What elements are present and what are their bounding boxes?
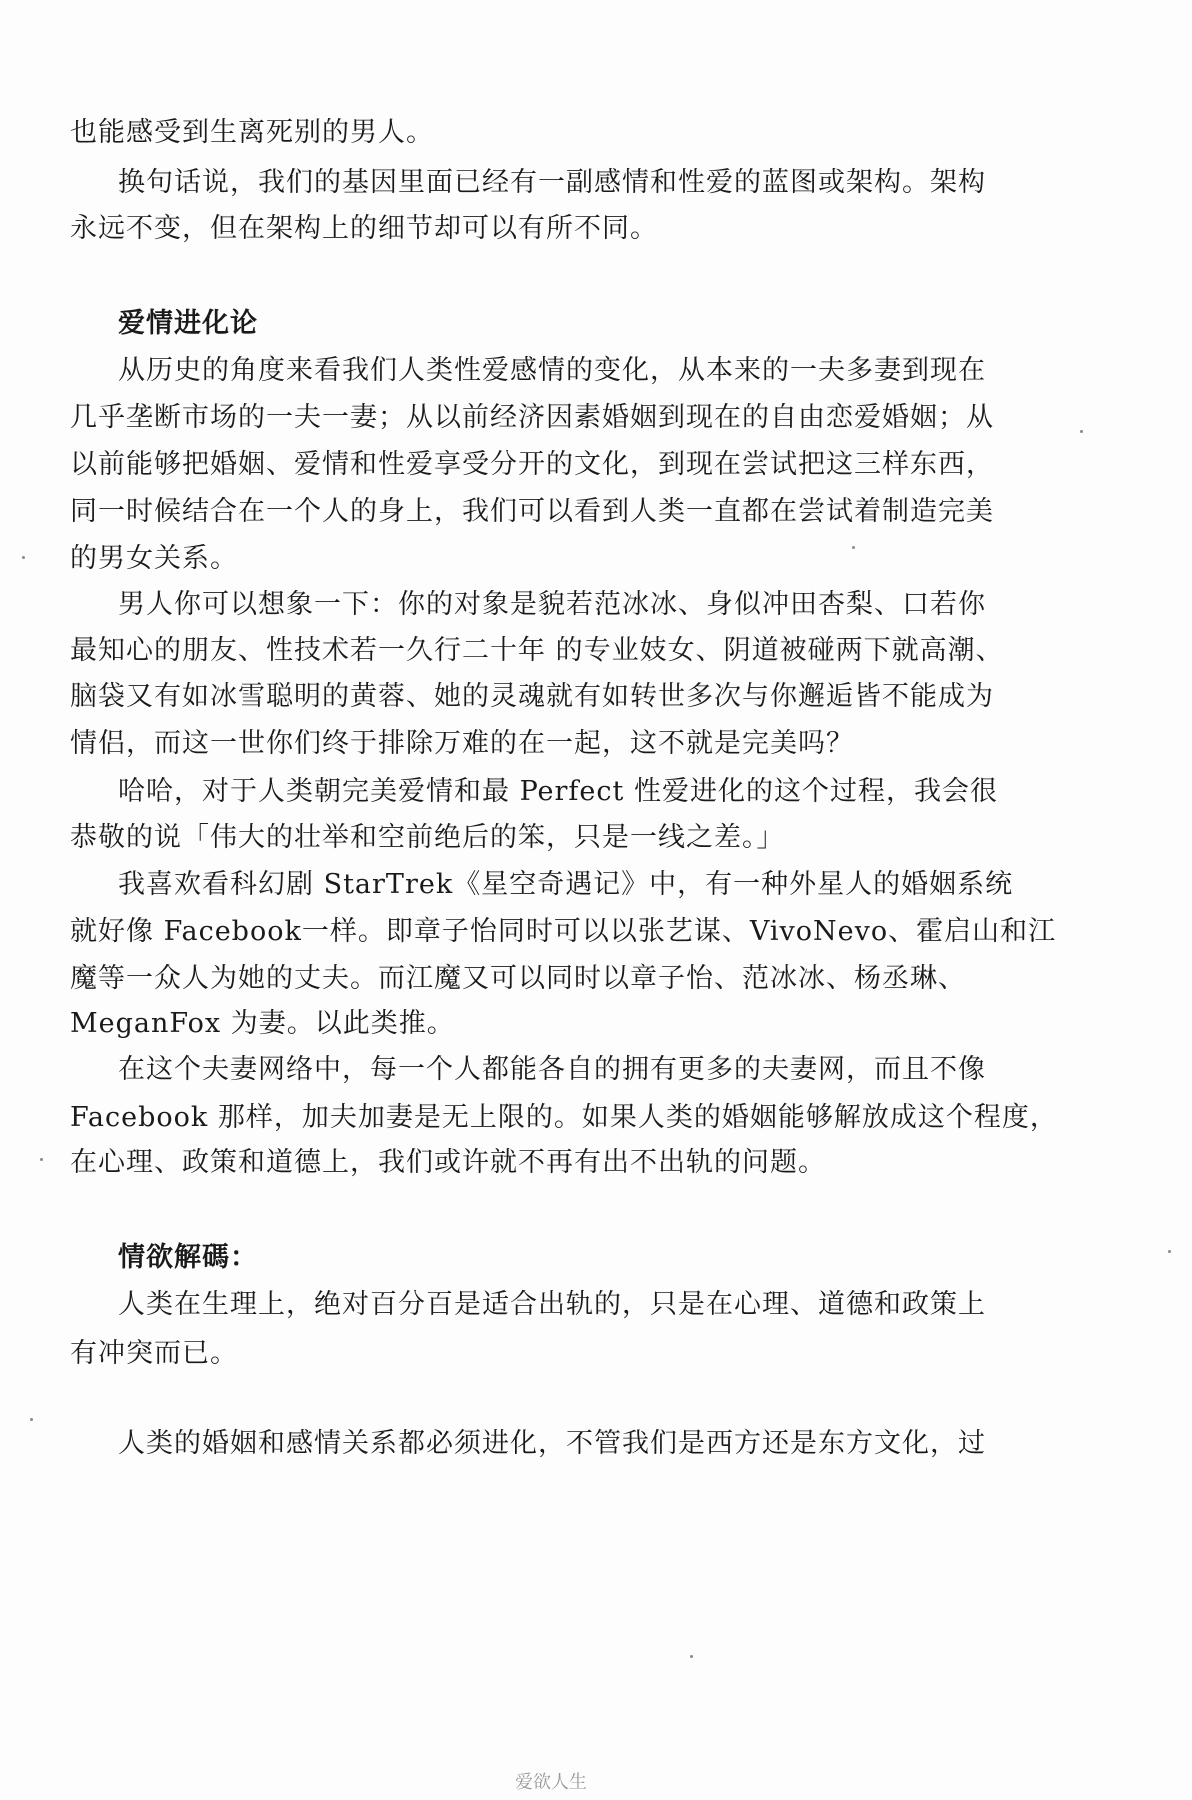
text-line: Facebook 那样，加夫加妻是无上限的。如果人类的婚姻能够解放成这个程度， bbox=[70, 1102, 1058, 1133]
text-line: MeganFox 为妻。以此类推。 bbox=[70, 1008, 455, 1039]
text-line: 就好像 Facebook一样。即章子怡同时可以以张艺谋、VivoNevo、霍启山和江 bbox=[70, 916, 1057, 947]
text-line: 换句话说，我们的基因里面已经有一副感情和性爱的蓝图或架构。架构 bbox=[118, 167, 986, 198]
text-line: 永远不变，但在架构上的细节却可以有所不同。 bbox=[70, 213, 658, 244]
text-line: 脑袋又有如冰雪聪明的黄蓉、她的灵魂就有如转世多次与你邂逅皆不能成为 bbox=[70, 681, 994, 712]
text-line: 魔等一众人为她的丈夫。而江魔又可以同时以章子怡、范冰冰、杨丞琳、 bbox=[70, 963, 966, 994]
text-line: 男人你可以想象一下：你的对象是貌若范冰冰、身似冲田杏梨、口若你 bbox=[118, 589, 986, 620]
page-footer: 爱欲人生 bbox=[515, 1772, 587, 1793]
text-line: 从历史的角度来看我们人类性爱感情的变化，从本来的一夫多妻到现在 bbox=[118, 355, 986, 386]
section-heading: 情欲解碼： bbox=[118, 1242, 258, 1273]
text-line: 的男女关系。 bbox=[70, 543, 238, 574]
scan-speck bbox=[1168, 1250, 1171, 1253]
text-line: 哈哈，对于人类朝完美爱情和最 Perfect 性爱进化的这个过程，我会很 bbox=[118, 776, 998, 807]
text-line: 人类的婚姻和感情关系都必须进化，不管我们是西方还是东方文化，过 bbox=[118, 1428, 986, 1459]
text-line: 在心理、政策和道德上，我们或许就不再有出不出轨的问题。 bbox=[70, 1147, 826, 1178]
scan-speck bbox=[22, 556, 25, 559]
text-line: 在这个夫妻网络中，每一个人都能各自的拥有更多的夫妻网，而且不像 bbox=[118, 1054, 986, 1085]
scan-speck bbox=[40, 1158, 43, 1161]
text-line: 以前能够把婚姻、爱情和性爱享受分开的文化，到现在尝试把这三样东西， bbox=[70, 449, 994, 480]
text-line: 也能感受到生离死别的男人。 bbox=[70, 117, 434, 148]
text-line: 几乎垄断市场的一夫一妻；从以前经济因素婚姻到现在的自由恋爱婚姻；从 bbox=[70, 402, 994, 433]
text-line: 情侣，而这一世你们终于排除万难的在一起，这不就是完美吗？ bbox=[70, 728, 854, 759]
text-line: 最知心的朋友、性技术若一久行二十年 的专业妓女、阴道被碰两下就高潮、 bbox=[70, 635, 1004, 666]
text-line: 同一时候结合在一个人的身上，我们可以看到人类一直都在尝试着制造完美 bbox=[70, 496, 994, 527]
scan-speck bbox=[1080, 430, 1083, 433]
text-line: 我喜欢看科幻剧 StarTrek《星空奇遇记》中，有一种外星人的婚姻系统 bbox=[118, 869, 1014, 900]
scan-speck bbox=[690, 1655, 693, 1658]
text-line: 人类在生理上，绝对百分百是适合出轨的，只是在心理、道德和政策上 bbox=[118, 1289, 986, 1320]
section-heading: 爱情进化论 bbox=[118, 308, 258, 339]
text-line: 恭敬的说「伟大的壮举和空前绝后的笨，只是一线之差。」 bbox=[70, 822, 785, 853]
scan-speck bbox=[852, 546, 855, 549]
scan-speck bbox=[30, 1418, 33, 1421]
text-line: 有冲突而已。 bbox=[70, 1338, 238, 1369]
